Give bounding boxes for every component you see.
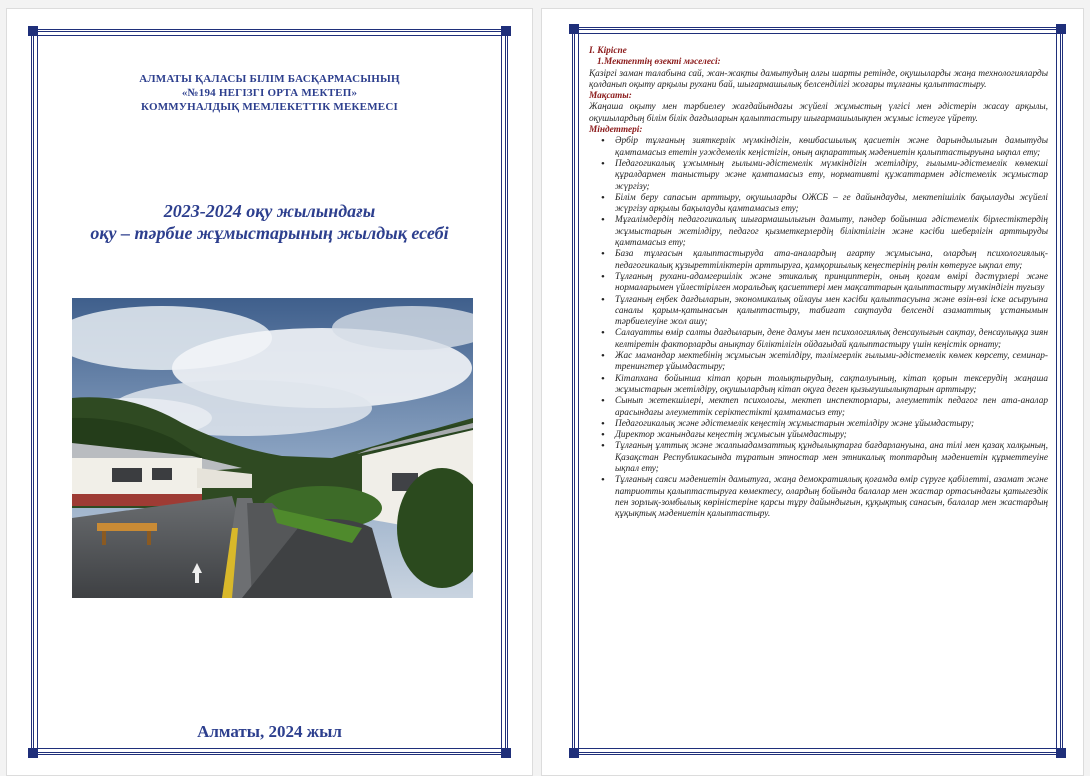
task-item: • Жас мамандар мектебінің жұмысын жетілдіру, тәлімгерлік ғылыми-әдістемелік көмек көрсету, семинар-тренингтер ұйымдастыру;	[615, 351, 1048, 374]
task-item: • Салауатты өмір салты дағдыларын, дене дамуы мен психологиялық денсаулығын сақтау, денсаулыққа зиян келтіретін факторларды анықтау біліктілігін ойдағыдай қалыптастыру үшін кеңістік орнату;	[615, 328, 1048, 351]
org-line-1: АЛМАТЫ ҚАЛАСЫ БІЛІМ БАСҚАРМАСЫНЫҢ	[139, 73, 400, 85]
task-item: • База тұлғасын қалыптастыруда ата-аналардың ағарту жұмысына, олардың психологиялық-педагогикалық құзыреттіліктерін арттыруға, қамқоршылық кеңестерінің рөлін көтеруге ықпал ету;	[615, 249, 1048, 272]
task-item: • Кітапхана бойынша кітап қорын толықтырудың, сақталуының, кітап қорын тексерудің жаңаша жұмыстарын жетілдіру, оқушылардың кітап оқуға деген қызығушылықтарын арттыру;	[615, 374, 1048, 397]
frame-corner-ornament	[501, 748, 511, 758]
task-item: • Тұлғаның рухани-адамгершілік және этикалық принциптерін, оның қоғам өмірі дәстүрлері және нормаларымен үйлестірілген моральдық қасиеттері мен мақсаттарын қалыптастыру мүмкіндігін туғызу	[615, 272, 1048, 295]
frame-corner-ornament	[569, 24, 579, 34]
intro-border-frame	[572, 27, 1063, 755]
task-item: • Мұғалімдердің педагогикалық шығармашылығын дамыту, пәндер бойынша әдістемелік бірлестіктердің жұмыстарын жетілдіру, педагог қызметкерлердің біліктілігін және кәсіби шеберлігін арттыруды қамтамасыз ету;	[615, 215, 1048, 249]
cover-border-frame	[31, 29, 508, 755]
task-item: • Әрбір тұлғаның зияткерлік мүмкіндігін, көшбасшылық қасиетін және дарындылығын дамытуды қамтамасыз ететін уәждемелік кеңістігін, оның ақпараттық мәдениетін қалыптастыруына ықпал ету;	[615, 136, 1048, 159]
relevance-text: Қазіргі заман талабына сай, жан-жақты дамытудың алғы шарты ретінде, оқушыларды жаңа технологияларды қолданып оқыту арқылы рухани бай, шығармашылық белсенділігі жоғары тұлғаны қалыптастыру.	[589, 68, 1048, 90]
frame-corner-ornament	[28, 748, 38, 758]
cover-footer: Алматы, 2024 жыл	[197, 722, 342, 741]
frame-corner-ornament	[569, 748, 579, 758]
report-title-line-1: 2023-2024 оқу жылындағы	[163, 201, 376, 221]
tasks-list	[589, 136, 1048, 520]
frame-corner-ornament	[1056, 748, 1066, 758]
task-item: • Тұлғаның саяси мәдениетін дамытуға, жаңа демократиялық қоғамда өмір сүруге қабілетті, азамат және патриотты қалыптастыруға көмектесу, олардың бойында балалар мен жастар ортасындағы қатыгездік пен зорлық-зомбылық көріністеріне қарсы тұру дайындығын, құқықтық санасын, балалар мен жастардың құқықтық мәдениетін қалыптастыру.	[615, 475, 1048, 520]
task-item: • Тұлғаның ұлттық және жалпыадамзаттық құндылықтарға бағдарлануына, ана тілі мен қазақ халқының, Қазақстан Республикасында тұратын этностар мен этникалық топтардың мәдениетін құрметтеуіне ықпал ету;	[615, 441, 1048, 475]
goal-text: Жаңаша оқыту мен тәрбиелеу жағдайындағы жүйелі жұмыстың үлгісі мен әдістерін жасау арқылы, оқушылардың білім білік дағдыларын қалыптастыру шығармашылықпен жұмыс істеуге үйрету.	[589, 102, 1048, 124]
organization-name	[34, 72, 505, 114]
intro-content	[589, 46, 1048, 520]
intro-page	[541, 8, 1084, 776]
org-line-2: «№194 НЕГІЗГІ ОРТА МЕКТЕП»	[181, 87, 358, 99]
task-item: • Педагогикалық ұжымның ғылыми-әдістемелік мүмкіндігін жетілдіру, ғылыми-әдістемелік көмекші құралдармен таныстыру және қамтамасыз ету, нормативті құжаттармен әдістемелік жұмыстар жүргізу;	[615, 159, 1048, 193]
tasks-title: Міндеттері:	[589, 125, 643, 136]
cover-page	[6, 8, 533, 776]
relevance-title: 1.Мектептің өзекті мәселесі:	[597, 57, 721, 68]
report-title-line-2: оқу – тәрбие жұмыстарының жылдық есебі	[90, 223, 449, 243]
org-line-3: КОММУНАЛДЫҚ МЕМЛЕКЕТТІК МЕКЕМЕСІ	[141, 101, 398, 113]
school-yard-photo	[72, 298, 473, 598]
section-title: І. Кіріспе	[589, 46, 627, 56]
task-item: • Тұлғаның еңбек дағдыларын, экономикалық ойлауы мен кәсіби қалыптасуына және өзін-өзі іске асыруына саналы қарым-қатынасын қалыптастыру, табиғат сақтауда белсенді азаматтық ұстанымын тәрбиелеуіне жол ашу;	[615, 295, 1048, 329]
frame-corner-ornament	[28, 26, 38, 36]
report-title	[34, 200, 505, 244]
goal-title: Мақсаты:	[589, 91, 632, 102]
frame-corner-ornament	[501, 26, 511, 36]
frame-corner-ornament	[1056, 24, 1066, 34]
task-item: • Сынып жетекшілері, мектеп психологы, мектеп инспекторлары, әлеуметтік педагог пен ата-аналар арасындағы әлеуметтік серіктестікті қамтамасыз ету;	[615, 396, 1048, 419]
task-item: • Білім беру сапасын арттыру, оқушыларды ОЖСБ – ге дайындауды, мектепішілік бақылауды жүйелі жүргізу арқылы бақылауды қамтамасыз ету;	[615, 193, 1048, 216]
task-item: • Педагогикалық және әдістемелік кеңестің жұмыстарын жетілдіру және ұйымдастыру;	[615, 419, 1048, 430]
task-item: • Директор жанындағы кеңестің жұмысын ұйымдастыру;	[615, 430, 1048, 441]
